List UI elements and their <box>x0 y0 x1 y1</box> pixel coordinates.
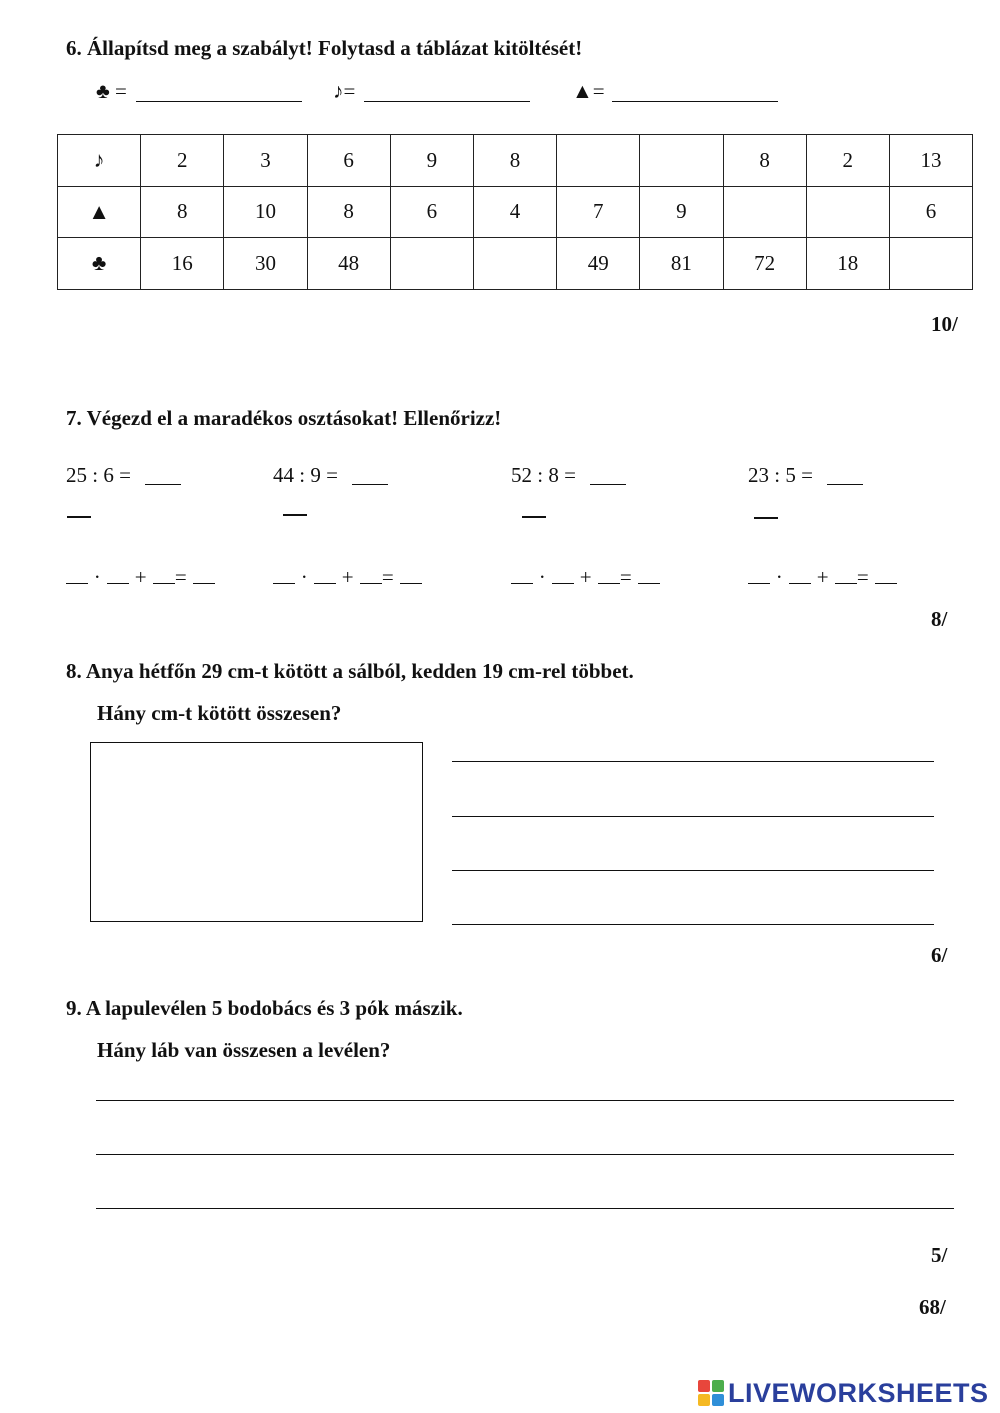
logo-square-yellow <box>698 1394 710 1406</box>
table-cell: 30 <box>224 238 307 290</box>
q6-title: 6. Állapítsd meg a szabályt! Folytasd a táblázat kitöltését! <box>66 36 583 60</box>
rule-triangle-label: ▲= <box>572 79 605 103</box>
table-cell-empty[interactable] <box>640 135 723 187</box>
division-3 <box>511 463 576 488</box>
check-blank[interactable] <box>273 568 295 584</box>
row-symbol-note: ♪ <box>58 135 141 187</box>
table-cell: 18 <box>806 238 889 290</box>
table-cell: 4 <box>473 186 556 238</box>
answer-line[interactable] <box>96 1100 954 1101</box>
calculation-box[interactable] <box>90 742 423 922</box>
table-cell: 49 <box>557 238 640 290</box>
division-4-answer[interactable] <box>827 463 863 485</box>
q9-score: 5/ <box>931 1243 948 1267</box>
check-line-4 <box>748 565 897 590</box>
table-cell: 16 <box>141 238 224 290</box>
q9-line1: 9. A lapulevélen 5 bodobács és 3 pók mászik. <box>66 996 463 1020</box>
rule-note-input[interactable] <box>364 80 530 102</box>
check-blank[interactable] <box>598 568 620 584</box>
table-cell: 13 <box>889 135 972 187</box>
table-row-note <box>58 135 973 187</box>
rule-club-label: ♣ = <box>96 79 127 103</box>
equals-operator: = <box>381 565 395 589</box>
plus-operator: + <box>134 565 148 589</box>
answer-line[interactable] <box>96 1208 954 1209</box>
division-1-answer[interactable] <box>145 463 181 485</box>
dot-operator: · <box>300 565 309 589</box>
table-cell: 8 <box>141 186 224 238</box>
table-cell-empty[interactable] <box>723 186 806 238</box>
check-blank[interactable] <box>748 568 770 584</box>
table-cell: 6 <box>889 186 972 238</box>
table-cell-empty[interactable] <box>806 186 889 238</box>
q7-title: 7. Végezd el a maradékos osztásokat! Ellenőrizz! <box>66 406 502 430</box>
table-cell-empty[interactable] <box>557 135 640 187</box>
answer-line[interactable] <box>452 870 934 871</box>
check-blank[interactable] <box>107 568 129 584</box>
row-symbol-triangle: ▲ <box>58 186 141 238</box>
check-blank[interactable] <box>511 568 533 584</box>
check-blank[interactable] <box>638 568 660 584</box>
table-cell: 9 <box>390 135 473 187</box>
table-cell: 2 <box>141 135 224 187</box>
q7-score: 8/ <box>931 607 948 631</box>
equals-operator: = <box>619 565 633 589</box>
table-row-triangle <box>58 186 973 238</box>
table-cell: 6 <box>307 135 390 187</box>
check-blank[interactable] <box>789 568 811 584</box>
table-cell: 7 <box>557 186 640 238</box>
division-2-text: 44 : 9 = <box>273 463 338 487</box>
row-symbol-club: ♣ <box>58 238 141 290</box>
plus-operator: + <box>579 565 593 589</box>
check-blank[interactable] <box>66 568 88 584</box>
plus-operator: + <box>816 565 830 589</box>
table-cell: 8 <box>723 135 806 187</box>
table-cell: 48 <box>307 238 390 290</box>
table-row-club <box>58 238 973 290</box>
table-cell: 8 <box>473 135 556 187</box>
table-cell: 3 <box>224 135 307 187</box>
division-4 <box>748 463 813 488</box>
rule-table <box>57 134 973 290</box>
dot-operator: · <box>775 565 784 589</box>
table-cell: 6 <box>390 186 473 238</box>
answer-line[interactable] <box>452 816 934 817</box>
check-blank[interactable] <box>153 568 175 584</box>
remainder-dash-4[interactable] <box>754 517 778 519</box>
check-line-1 <box>66 565 215 590</box>
division-3-answer[interactable] <box>590 463 626 485</box>
check-blank[interactable] <box>400 568 422 584</box>
plus-operator: + <box>341 565 355 589</box>
dot-operator: · <box>93 565 102 589</box>
table-cell: 81 <box>640 238 723 290</box>
rule-note-label: ♪= <box>333 79 356 103</box>
table-cell: 72 <box>723 238 806 290</box>
total-score: 68/ <box>919 1295 946 1319</box>
table-cell-empty[interactable] <box>390 238 473 290</box>
q6-score: 10/ <box>931 312 958 336</box>
table-cell: 10 <box>224 186 307 238</box>
check-blank[interactable] <box>552 568 574 584</box>
q9-line2: Hány láb van összesen a levélen? <box>97 1038 391 1062</box>
answer-line[interactable] <box>452 761 934 762</box>
dot-operator: · <box>538 565 547 589</box>
equals-operator: = <box>856 565 870 589</box>
check-blank[interactable] <box>193 568 215 584</box>
remainder-dash-2[interactable] <box>283 514 307 516</box>
liveworksheets-logo[interactable] <box>698 1378 989 1408</box>
check-blank[interactable] <box>360 568 382 584</box>
check-line-2 <box>273 565 422 590</box>
division-2 <box>273 463 338 488</box>
rule-club-input[interactable] <box>136 80 302 102</box>
logo-icon <box>698 1380 724 1406</box>
table-cell: 9 <box>640 186 723 238</box>
rule-triangle-input[interactable] <box>612 80 778 102</box>
table-cell-empty[interactable] <box>889 238 972 290</box>
division-3-text: 52 : 8 = <box>511 463 576 487</box>
division-2-answer[interactable] <box>352 463 388 485</box>
logo-square-green <box>712 1380 724 1392</box>
answer-line[interactable] <box>96 1154 954 1155</box>
table-cell: 2 <box>806 135 889 187</box>
q8-line1: 8. Anya hétfőn 29 cm-t kötött a sálból, kedden 19 cm-rel többet. <box>66 659 634 683</box>
check-blank[interactable] <box>835 568 857 584</box>
q8-line2: Hány cm-t kötött összesen? <box>97 701 342 725</box>
logo-text: LIVEWORKSHEETS <box>728 1377 989 1408</box>
division-1-text: 25 : 6 = <box>66 463 131 487</box>
table-cell-empty[interactable] <box>473 238 556 290</box>
check-line-3 <box>511 565 660 590</box>
logo-square-blue <box>712 1394 724 1406</box>
check-blank[interactable] <box>314 568 336 584</box>
logo-square-red <box>698 1380 710 1392</box>
division-4-text: 23 : 5 = <box>748 463 813 487</box>
table-cell: 8 <box>307 186 390 238</box>
check-blank[interactable] <box>875 568 897 584</box>
division-1 <box>66 463 131 488</box>
remainder-dash-1[interactable] <box>67 516 91 518</box>
equals-operator: = <box>174 565 188 589</box>
remainder-dash-3[interactable] <box>522 516 546 518</box>
q8-score: 6/ <box>931 943 948 967</box>
answer-line[interactable] <box>452 924 934 925</box>
